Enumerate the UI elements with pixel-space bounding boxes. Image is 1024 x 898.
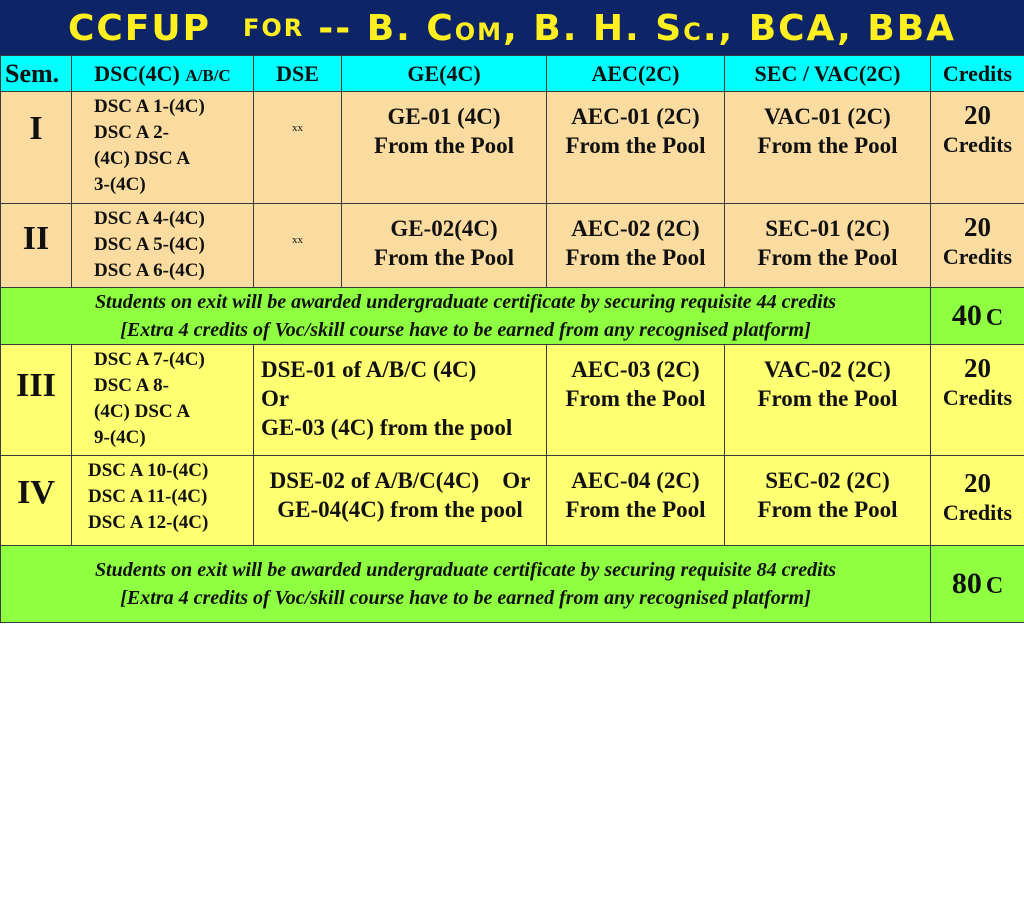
exit-total-number: 80 xyxy=(951,567,982,600)
dsc-line: 3-(4C) xyxy=(94,174,146,195)
header-row xyxy=(1,56,1024,92)
credits-cell xyxy=(931,456,1024,546)
sec-source: From the Pool xyxy=(757,386,898,411)
credits-number: 20 xyxy=(964,212,991,242)
header-aec: AEC(2C) xyxy=(547,56,725,92)
dse-ge-cell xyxy=(254,456,547,546)
dsc-line: DSC A 7-(4C) xyxy=(94,349,205,370)
dse-cell xyxy=(254,204,342,288)
banner-bcom: -- B. C xyxy=(318,7,455,49)
aec-code: AEC-02 (2C) xyxy=(571,216,700,241)
or-label: Or xyxy=(261,386,290,411)
banner-bcom-sc: OM xyxy=(454,17,504,46)
exit-note xyxy=(1,288,930,344)
table-row-exit-84 xyxy=(1,546,1024,623)
exit-total-unit: C xyxy=(985,573,1004,599)
credits-value xyxy=(931,345,1024,413)
header-sec-vac: SEC / VAC(2C) xyxy=(725,56,931,92)
banner-programs xyxy=(318,8,956,49)
ge-option: GE-04(4C) from the pool xyxy=(277,497,523,522)
ge-code: GE-02(4C) xyxy=(390,216,498,241)
dsc-line: 9-(4C) xyxy=(94,427,146,448)
credits-number: 20 xyxy=(964,353,991,383)
credits-label: Credits xyxy=(942,244,1013,269)
credits-number: 20 xyxy=(964,100,991,130)
dsc-list xyxy=(72,204,253,284)
sec-text xyxy=(725,345,930,413)
sem-cell xyxy=(1,456,72,546)
exit-note-line1: Students on exit will be awarded undergraduate certificate by securing requisite 44 credits xyxy=(94,291,837,313)
credits-value xyxy=(931,456,1024,528)
table-row-exit-44 xyxy=(1,288,1024,345)
aec-cell xyxy=(547,204,725,288)
table-row-sem-3 xyxy=(1,345,1024,456)
dse-ge-text xyxy=(254,456,546,524)
sec-code: SEC-01 (2C) xyxy=(765,216,890,241)
banner-ccfup: CCFUP xyxy=(67,7,211,49)
dse-option: DSE-01 of A/B/C (4C) xyxy=(261,357,477,382)
credits-cell xyxy=(931,204,1024,288)
exit-total-cell xyxy=(931,288,1024,345)
exit-total-number: 40 xyxy=(951,299,982,332)
aec-text xyxy=(547,204,724,272)
sem-number: I xyxy=(29,110,43,147)
sec-cell xyxy=(725,345,931,456)
sec-cell xyxy=(725,92,931,204)
ge-cell xyxy=(342,204,547,288)
ge-cell xyxy=(342,92,547,204)
dse-cell xyxy=(254,92,342,204)
header-dsc xyxy=(72,56,254,92)
dsc-line: DSC A 4-(4C) xyxy=(94,208,205,229)
dsc-line: DSC A 2- xyxy=(94,122,169,143)
dse-none: xx xyxy=(292,122,303,134)
aec-source: From the Pool xyxy=(565,245,706,270)
exit-note-line2: [Extra 4 credits of Voc/skill course have to be earned from any recognised platform] xyxy=(120,587,811,609)
banner-bhsc: , B. H. S xyxy=(503,7,684,49)
credits-value xyxy=(931,92,1024,160)
sec-code: VAC-01 (2C) xyxy=(764,104,891,129)
dsc-cell xyxy=(72,345,254,456)
dse-option: DSE-02 of A/B/C(4C) Or xyxy=(269,468,531,493)
dsc-list xyxy=(72,456,253,536)
aec-code: AEC-03 (2C) xyxy=(571,357,700,382)
exit-note-line2: [Extra 4 credits of Voc/skill course have to be earned from any recognised platform] xyxy=(120,319,811,341)
sec-source: From the Pool xyxy=(757,245,898,270)
credits-label: Credits xyxy=(942,385,1013,410)
dsc-line: DSC A 10-(4C) xyxy=(88,460,209,481)
header-dse: DSE xyxy=(254,56,342,92)
exit-total-cell xyxy=(931,546,1024,623)
banner-bhsc-sc: C xyxy=(683,17,703,46)
dsc-cell xyxy=(72,92,254,204)
sec-text xyxy=(725,456,930,524)
dsc-line: DSC A 5-(4C) xyxy=(94,234,205,255)
dsc-list xyxy=(72,92,253,198)
credits-label: Credits xyxy=(942,500,1013,525)
dsc-line: DSC A 6-(4C) xyxy=(94,260,205,281)
sec-cell xyxy=(725,456,931,546)
sec-code: SEC-02 (2C) xyxy=(765,468,890,493)
sec-source: From the Pool xyxy=(757,133,898,158)
ge-source: From the Pool xyxy=(373,133,515,158)
dsc-line: DSC A 8- xyxy=(94,375,169,396)
sec-text xyxy=(725,92,930,160)
credits-cell xyxy=(931,92,1024,204)
ge-text xyxy=(342,204,546,272)
title-banner xyxy=(0,0,1024,56)
aec-cell xyxy=(547,456,725,546)
aec-text xyxy=(547,92,724,160)
sem-cell xyxy=(1,345,72,456)
aec-text xyxy=(547,345,724,413)
exit-total-unit: C xyxy=(985,305,1004,331)
aec-cell xyxy=(547,92,725,204)
aec-source: From the Pool xyxy=(565,497,706,522)
exit-note-cell xyxy=(1,288,931,345)
sem-cell xyxy=(1,204,72,288)
sem-number: II xyxy=(22,220,50,257)
table-row-sem-2 xyxy=(1,204,1024,288)
exit-note-line1: Students on exit will be awarded undergraduate certificate by securing requisite 84 credits xyxy=(94,559,837,581)
sec-text xyxy=(725,204,930,272)
sem-number: III xyxy=(16,367,56,404)
sem-number: IV xyxy=(17,474,55,511)
banner-bca-bba: ., BCA, BBA xyxy=(702,7,957,49)
dsc-line: DSC A 12-(4C) xyxy=(88,512,209,533)
sec-code: VAC-02 (2C) xyxy=(764,357,891,382)
ge-option: GE-03 (4C) from the pool xyxy=(261,415,513,440)
credit-table xyxy=(0,55,1024,623)
exit-note-cell xyxy=(1,546,931,623)
credits-label: Credits xyxy=(942,132,1013,157)
dsc-line: (4C) DSC A xyxy=(94,148,191,169)
aec-cell xyxy=(547,345,725,456)
ge-source: From the Pool xyxy=(373,245,515,270)
sem-cell xyxy=(1,92,72,204)
dsc-list xyxy=(72,345,253,451)
table-row-sem-4 xyxy=(1,456,1024,546)
credits-number: 20 xyxy=(964,468,991,498)
aec-text xyxy=(547,456,724,524)
table-row-sem-1 xyxy=(1,92,1024,204)
banner-for: FOR xyxy=(243,14,305,42)
aec-code: AEC-01 (2C) xyxy=(571,104,700,129)
dsc-cell xyxy=(72,204,254,288)
header-dsc-abc: A/B/C xyxy=(185,65,231,85)
header-ge: GE(4C) xyxy=(342,56,547,92)
dsc-line: DSC A 1-(4C) xyxy=(94,96,205,117)
aec-source: From the Pool xyxy=(565,386,706,411)
exit-note xyxy=(1,556,930,612)
credits-cell xyxy=(931,345,1024,456)
header-dsc-label: DSC(4C) xyxy=(94,60,180,86)
dsc-line: (4C) DSC A xyxy=(94,401,191,422)
credits-value xyxy=(931,204,1024,272)
dse-none: xx xyxy=(292,234,303,246)
dsc-cell xyxy=(72,456,254,546)
sec-source: From the Pool xyxy=(757,497,898,522)
dse-ge-cell xyxy=(254,345,547,456)
ge-code: GE-01 (4C) xyxy=(387,104,501,129)
header-sem: Sem. xyxy=(1,56,72,92)
dse-ge-text xyxy=(254,345,546,442)
aec-source: From the Pool xyxy=(565,133,706,158)
header-credits: Credits xyxy=(931,56,1024,92)
dsc-line: DSC A 11-(4C) xyxy=(88,486,208,507)
ge-text xyxy=(342,92,546,160)
sec-cell xyxy=(725,204,931,288)
aec-code: AEC-04 (2C) xyxy=(571,468,700,493)
